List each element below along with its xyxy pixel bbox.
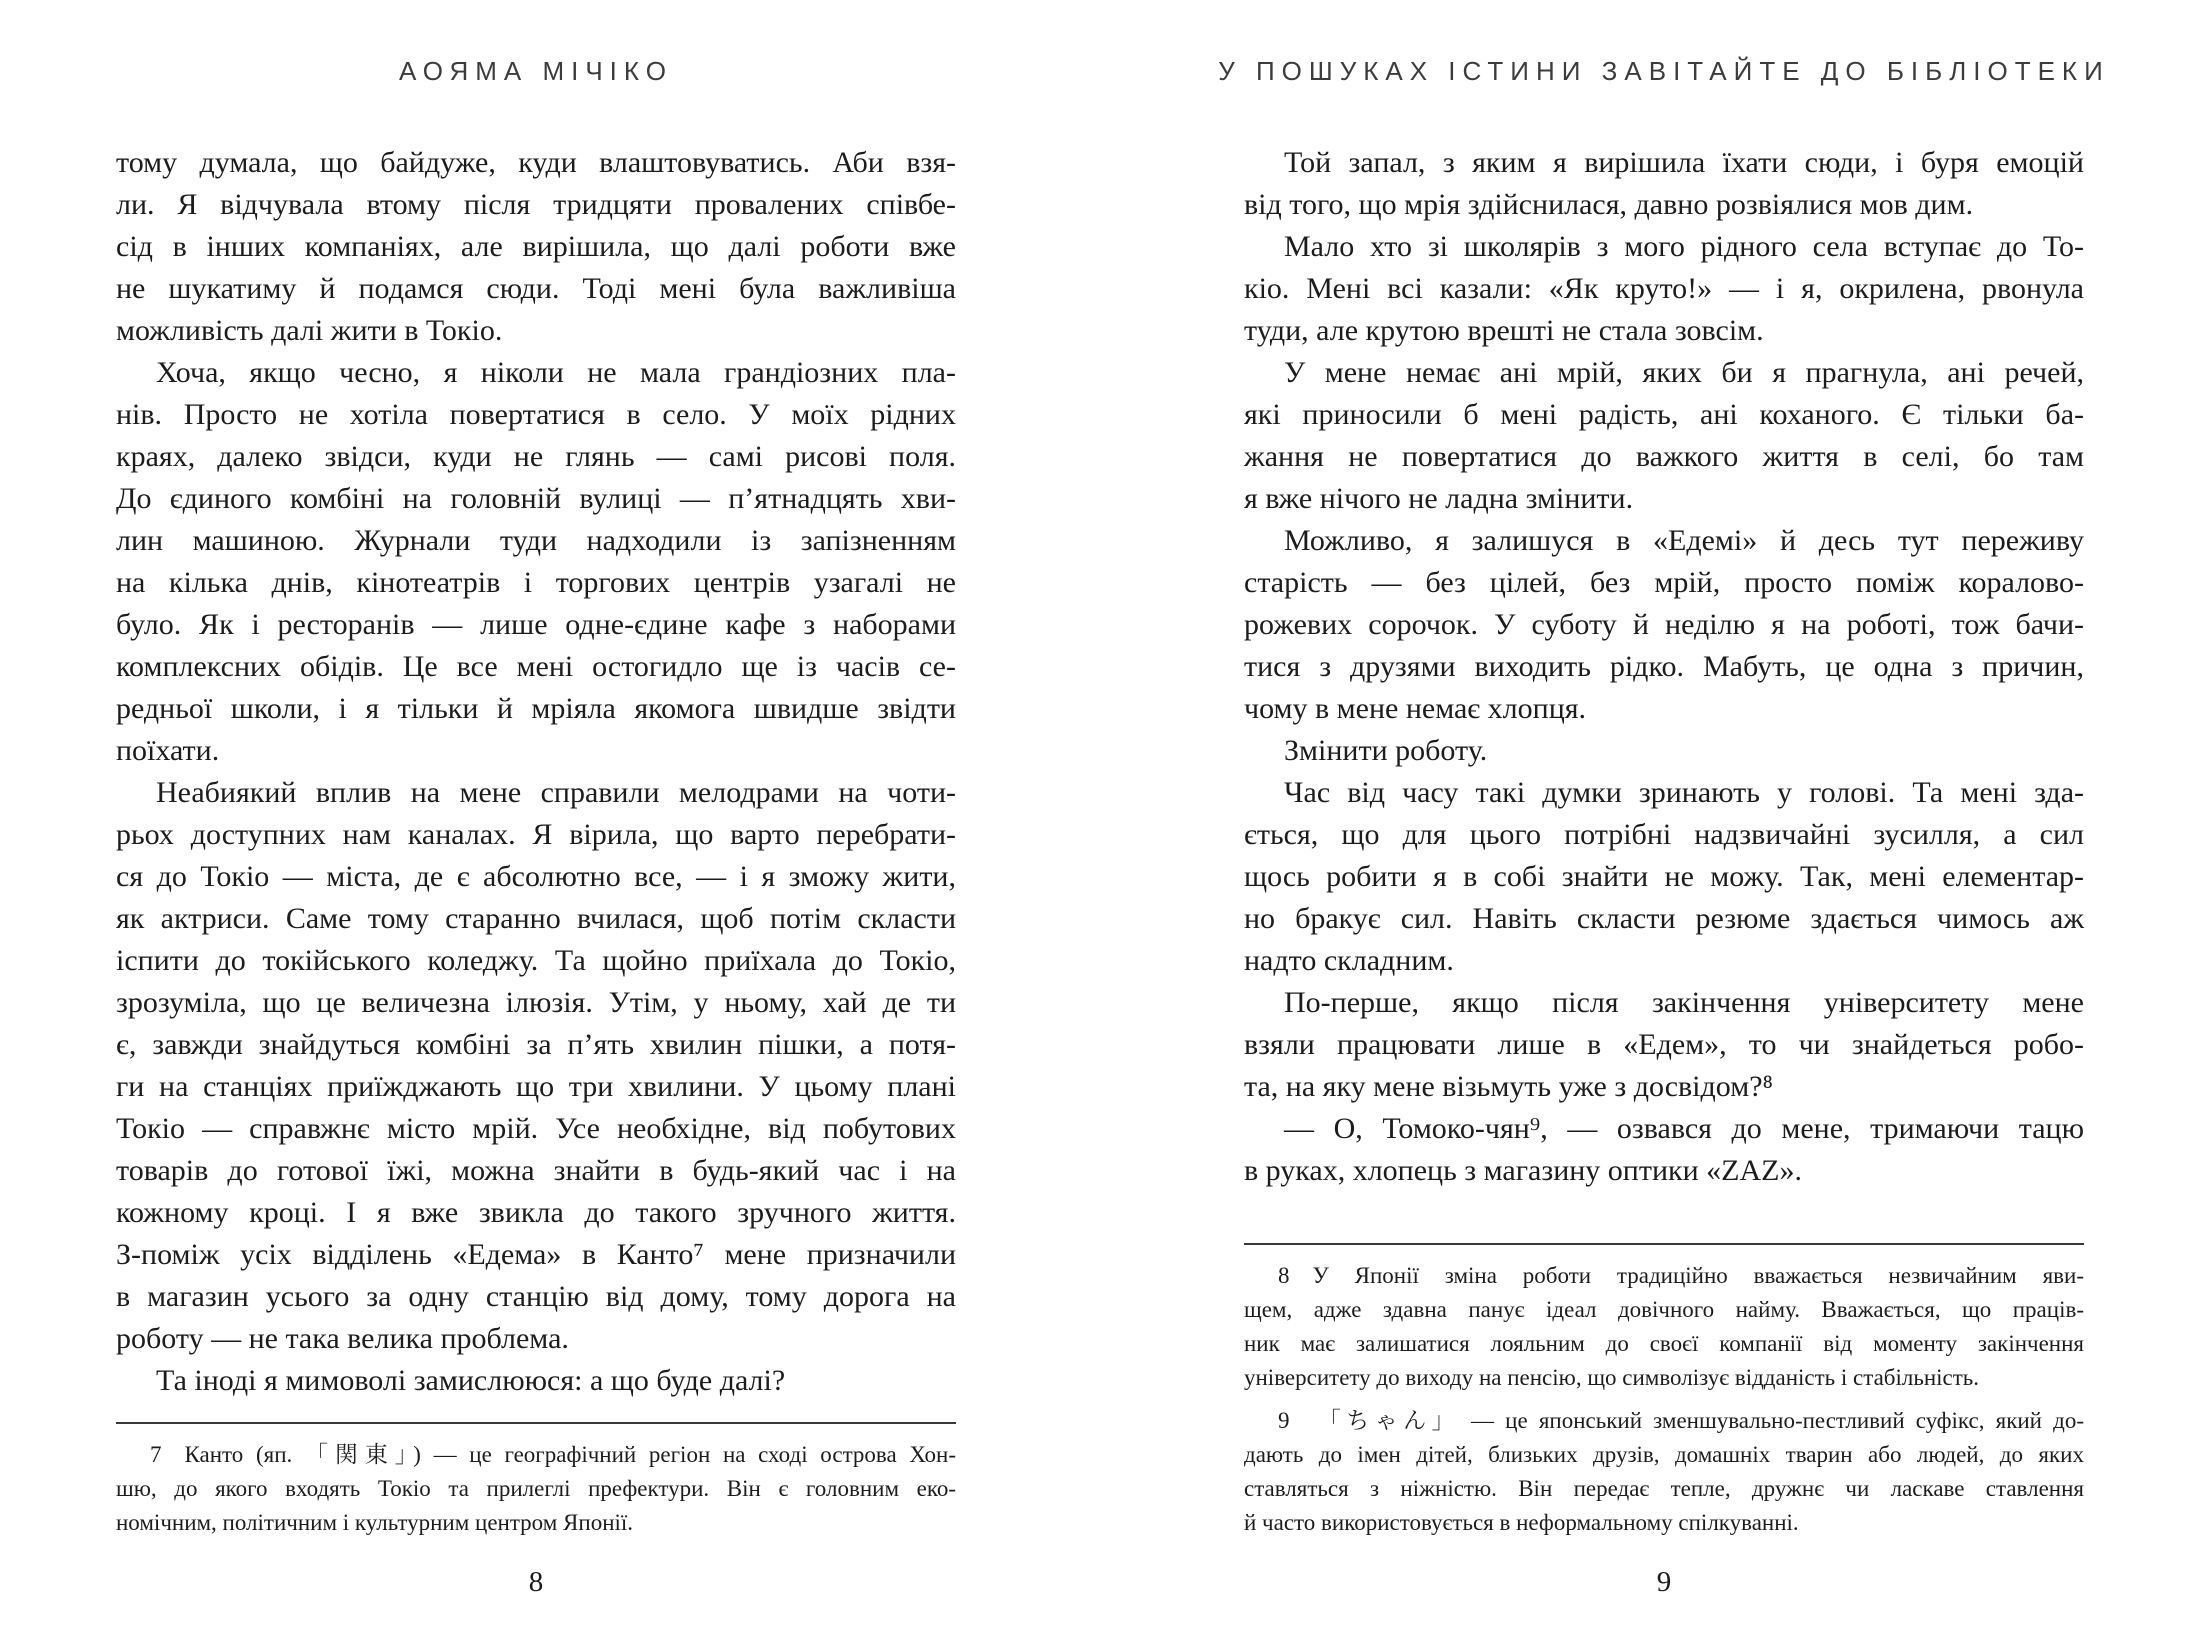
text-line: взяли працювати лише в «Едем», то чи знайдеться робо- — [1244, 1028, 2084, 1061]
text-line: По-перше, якщо після закінчення університету мене — [1284, 986, 2084, 1019]
text-line: Час від часу такі думки зринають у голові. Та мені зда- — [1284, 776, 2084, 809]
text-line: надто складним. — [1244, 944, 1454, 977]
text-line: кіо. Мені всі казали: «Як круто!» — і я, окрилена, рвонула — [1244, 272, 2084, 305]
text-line: редньої школи, і я тільки й мріяла якомога швидше звідти — [116, 692, 956, 725]
text-line: краях, далеко звідси, куди не глянь — самі рисові поля. — [116, 440, 956, 473]
text-line: можливість далі жити в Токіо. — [116, 314, 503, 347]
paragraph — [1244, 226, 2084, 352]
paragraph — [116, 142, 956, 352]
footnote-line: 7 Канто (яп. 「関東」) — це географічний регіон на сході острова Хон- — [150, 1442, 956, 1467]
text-line: — О, Томоко-чян⁹, — озвався до мене, тримаючи тацю — [1284, 1112, 2084, 1145]
text-line: З-поміж усіх відділень «Едема» в Канто⁷ мене призначили — [116, 1238, 956, 1271]
footnote-line: університету до виходу на пенсію, що символізує відданість і стабільність. — [1244, 1365, 1980, 1390]
left-page — [116, 0, 956, 1650]
text-line: Змінити роботу. — [1284, 734, 1488, 767]
body-text-left — [116, 142, 956, 1402]
paragraph — [1244, 982, 2084, 1108]
paragraph — [1244, 352, 2084, 520]
text-line: но бракує сил. Навіть скласти резюме здається чимось аж — [1244, 902, 2084, 935]
text-line: чому в мене немає хлопця. — [1244, 692, 1587, 725]
text-line: щось робити я в собі знайти не можу. Так, мені елементар- — [1244, 860, 2084, 893]
text-line: є, завжди знайдуться комбіні за п’ять хвилин пішки, а потя- — [116, 1028, 956, 1061]
paragraph — [1244, 1108, 2084, 1192]
text-line: роботу — не така велика проблема. — [116, 1322, 569, 1355]
text-line: До єдиного комбіні на головній вулиці — п’ятнадцять хви- — [116, 482, 956, 515]
footnote-section-right — [1244, 1243, 2084, 1540]
text-line: Неабиякий вплив на мене справили мелодрами на чоти- — [156, 776, 956, 809]
text-line: в руках, хлопець з магазину оптики «ZAZ». — [1244, 1154, 1802, 1187]
text-line: старість — без цілей, без мрій, просто поміж коралово- — [1244, 566, 2084, 599]
footnote — [116, 1438, 956, 1540]
footnote-line: 9 「ちゃん」 — це японський зменшувально-пестливий суфікс, який до- — [1278, 1408, 2084, 1433]
footnote-line: шю, до якого входять Токіо та прилеглі префектури. Він є головним еко- — [116, 1476, 956, 1501]
footnote-rule — [116, 1422, 956, 1424]
text-line: та, на яку мене візьмуть уже з досвідом?⁸ — [1244, 1070, 1773, 1103]
text-line: Той запал, з яким я вирішила їхати сюди, і буря емоцій — [1284, 146, 2084, 179]
footnote-line: й часто використовується в неформальному спілкуванні. — [1244, 1510, 1799, 1535]
body-text-right — [1244, 142, 2084, 1192]
text-line: ги на станціях приїжджають що три хвилини. У цьому плані — [116, 1070, 956, 1103]
footnote-list — [1244, 1259, 2084, 1540]
page-number-right: 9 — [1656, 1566, 1672, 1598]
text-line: жання не повертатися до важкого життя в селі, бо там — [1244, 440, 2084, 473]
footnote-list — [116, 1438, 956, 1540]
text-line: як актриси. Саме тому старанно вчилася, щоб потім скласти — [116, 902, 956, 935]
text-line: рьох доступних нам каналах. Я вірила, що варто перебрати- — [116, 818, 956, 851]
running-header-left: АОЯМА МІЧІКО — [399, 56, 673, 86]
paragraph — [116, 772, 956, 1360]
text-line: Та іноді я мимоволі замислююся: а що буде далі? — [156, 1364, 786, 1397]
text-line: ли. Я відчувала втому після тридцяти провалених співбе- — [116, 188, 956, 221]
paragraph — [116, 352, 956, 772]
text-line: рожевих сорочок. У суботу й неділю я на роботі, тож бачи- — [1244, 608, 2084, 641]
text-line: туди, але крутою врешті не стала зовсім. — [1244, 314, 1764, 347]
text-line: тому думала, що байдуже, куди влаштовуватись. Аби взя- — [116, 146, 956, 179]
footnote-line: номічним, політичним і культурним центром Японії. — [116, 1510, 634, 1535]
text-line: тися з друзями виходить рідко. Мабуть, це одна з причин, — [1244, 650, 2084, 683]
paragraph — [1244, 772, 2084, 982]
text-line: кожному кроці. І я вже звикла до такого зручного життя. — [116, 1196, 956, 1229]
text-line: на кілька днів, кінотеатрів і торгових центрів узагалі не — [116, 566, 956, 599]
paragraph — [1244, 730, 2084, 772]
footnote — [1244, 1259, 2084, 1395]
text-line: іспити до токійського коледжу. Та щойно приїхала до Токіо, — [116, 944, 956, 977]
running-header-right: У ПОШУКАХ ІСТИНИ ЗАВІТАЙТЕ ДО БІБЛІОТЕКИ — [1218, 56, 2110, 86]
text-line: поїхати. — [116, 734, 220, 767]
page-number-left: 8 — [528, 1566, 544, 1598]
text-line: які приносили б мені радість, ані коханого. Є тільки ба- — [1244, 398, 2084, 431]
text-line: в магазин усього за одну станцію від дому, тому дорога на — [116, 1280, 956, 1313]
text-line: нів. Просто не хотіла повертатися в село. У моїх рідних — [116, 398, 956, 431]
text-line: ся до Токіо — міста, де є абсолютно все, — і я зможу жити, — [116, 860, 956, 893]
text-line: сід в інших компаніях, але вирішила, що далі роботи вже — [116, 230, 956, 263]
text-line: Токіо — справжнє місто мрій. Усе необхідне, від побутових — [116, 1112, 956, 1145]
text-line: товарів до готової їжі, можна знайти в будь-який час і на — [116, 1154, 956, 1187]
text-line: У мене немає ані мрій, яких би я прагнула, ані речей, — [1284, 356, 2084, 389]
footnote-rule — [1244, 1243, 2084, 1245]
footnote-line: щем, адже здавна панує ідеал довічного найму. Вважається, що праців- — [1244, 1297, 2084, 1322]
text-line: лин машиною. Журнали туди надходили із запізненням — [116, 524, 956, 557]
text-line: комплексних обідів. Це все мені остогидло ще із часів се- — [116, 650, 956, 683]
paragraph — [1244, 520, 2084, 730]
text-line: ється, що для цього потрібні надзвичайні зусилля, а сил — [1244, 818, 2084, 851]
text-line: було. Як і ресторанів — лише одне-єдине кафе з наборами — [116, 608, 956, 641]
footnote-section-left — [116, 1422, 956, 1540]
paragraph — [116, 1360, 956, 1402]
text-line: я вже нічого не ладна змінити. — [1244, 482, 1634, 515]
footnote-line: 8 У Японії зміна роботи традиційно вважається незвичайним яви- — [1278, 1263, 2084, 1288]
footnote-line: дають до імен дітей, близьких друзів, домашніх тварин або людей, до яких — [1244, 1442, 2084, 1467]
text-line: Мало хто зі школярів з мого рідного села вступає до То- — [1284, 230, 2084, 263]
text-line: Можливо, я залишуся в «Едемі» й десь тут переживу — [1284, 524, 2084, 557]
footnote — [1244, 1404, 2084, 1540]
text-line: не шукатиму й подамся сюди. Тоді мені була важливіша — [116, 272, 956, 305]
text-line: зрозуміла, що це величезна ілюзія. Утім, у ньому, хай де ти — [116, 986, 956, 1019]
text-line: Хоча, якщо чесно, я ніколи не мала грандіозних пла- — [156, 356, 956, 389]
right-page — [1218, 0, 2110, 1650]
text-line: від того, що мрія здійснилася, давно розвіялися мов дим. — [1244, 188, 1974, 221]
paragraph — [1244, 142, 2084, 226]
footnote-line: ставляться з ніжністю. Він передає тепле, дружнє чи ласкаве ставлення — [1244, 1476, 2084, 1501]
footnote-line: ник має залишатися лояльним до своєї компанії від моменту закінчення — [1244, 1331, 2084, 1356]
